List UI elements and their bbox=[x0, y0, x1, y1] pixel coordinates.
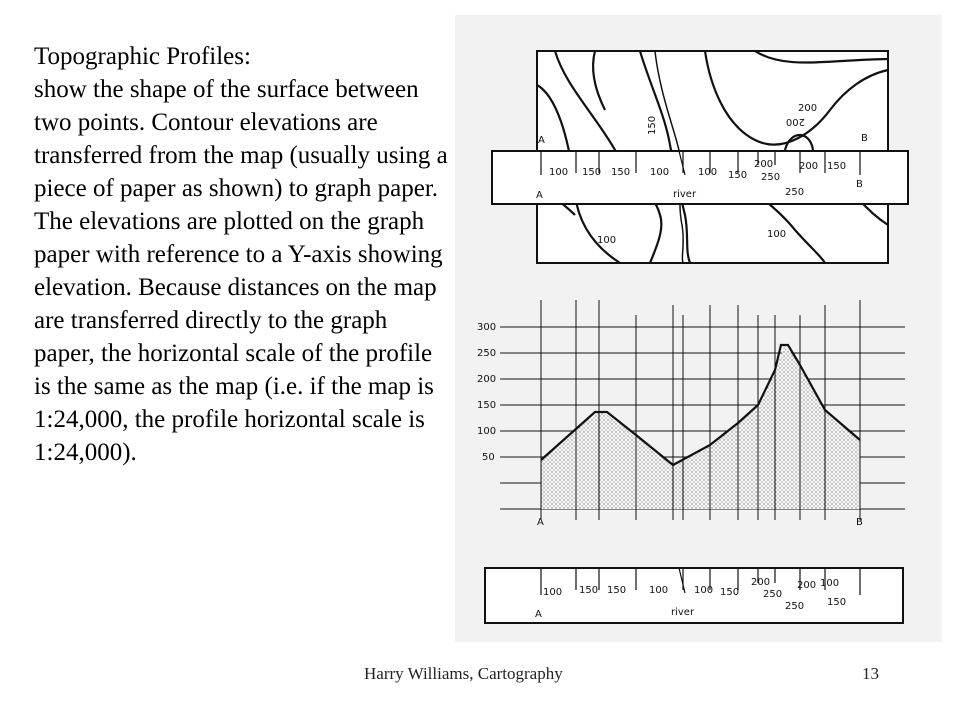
strip-top-label-6: 150 bbox=[728, 170, 748, 181]
slide-body-text bbox=[34, 40, 454, 469]
strip-bottom-label-5: 100 bbox=[694, 585, 714, 596]
strip-bottom-label-10: 100 bbox=[820, 578, 840, 589]
strip-bottom-label-3: 150 bbox=[607, 585, 627, 596]
strip-bottom-label-9: 200 bbox=[797, 580, 817, 591]
footer-author: Harry Williams, Cartography bbox=[364, 664, 563, 683]
slide-title: Topographic Profiles: bbox=[34, 43, 251, 70]
strip-bottom-label-4: 100 bbox=[649, 585, 669, 596]
slide-paragraph: show the shape of the surface between two points. Contour elevations are transferred from the map (usually using a piece of paper as shown) to graph paper. The elevations are plotted on the graph paper with reference to a Y-axis showing elevation. Because distances on the map are transferred directly to the graph paper, the horizontal scale of the profile is the same as the map (i.e. if the map is 1:24,000, the profile horizontal scale is 1:24,000). bbox=[34, 76, 448, 466]
strip-bottom-label-6: 150 bbox=[720, 587, 740, 598]
strip-top-label-9: 200 bbox=[799, 161, 819, 172]
strip-top-label-10: 150 bbox=[827, 161, 847, 172]
strip-top-label-4: 100 bbox=[650, 167, 670, 178]
slide-number: 13 bbox=[862, 664, 879, 683]
y-tick-100: 100 bbox=[477, 426, 497, 437]
strip-bottom-label-2: 150 bbox=[579, 585, 599, 596]
strip-bottom-label-8: 250 bbox=[763, 589, 783, 600]
strip-top-b-label: B bbox=[856, 179, 863, 190]
map-point-a-label: A bbox=[538, 135, 545, 146]
strip-bottom-label-7: 200 bbox=[751, 577, 771, 588]
map-contour-200-label: 200 bbox=[798, 103, 818, 114]
strip-top-river-label: river bbox=[673, 189, 697, 200]
map-point-b-label: B bbox=[861, 133, 868, 144]
svg-text:100: 100 bbox=[549, 167, 569, 178]
strip-bottom-label-250: 250 bbox=[785, 601, 805, 612]
profile-point-b-label: B bbox=[856, 517, 863, 528]
figure-drawing bbox=[455, 15, 942, 642]
strip-top-label-5: 100 bbox=[698, 167, 718, 178]
strip-bottom-river-label: river bbox=[671, 607, 695, 618]
map-contour-100-left-label: 100 bbox=[597, 235, 617, 246]
profile-point-a-label: A bbox=[537, 517, 544, 528]
strip-top-label-2: 150 bbox=[582, 167, 602, 178]
topographic-profile-figure bbox=[455, 15, 942, 642]
y-tick-200: 200 bbox=[477, 374, 497, 385]
strip-top-label-250: 250 bbox=[785, 187, 805, 198]
strip-top-label-3: 150 bbox=[611, 167, 631, 178]
map-contour-100-right-label: 100 bbox=[767, 229, 787, 240]
strip-bottom-label-11: 150 bbox=[827, 597, 847, 608]
y-tick-250: 250 bbox=[477, 348, 497, 359]
map-contour-200-flipped-label: 200 bbox=[785, 116, 805, 127]
y-tick-150: 150 bbox=[477, 400, 497, 411]
y-tick-300: 300 bbox=[477, 322, 497, 333]
strip-top-label-8: 250 bbox=[761, 172, 781, 183]
strip-bottom-a-label: A bbox=[535, 609, 542, 620]
strip-top-label-7: 200 bbox=[754, 159, 774, 170]
profile-fill bbox=[541, 345, 860, 509]
strip-top-a-label: A bbox=[536, 190, 543, 201]
strip-bottom-label-1: 100 bbox=[543, 587, 563, 598]
y-tick-50: 50 bbox=[482, 452, 495, 463]
map-contour-150-label: 150 bbox=[647, 115, 658, 135]
